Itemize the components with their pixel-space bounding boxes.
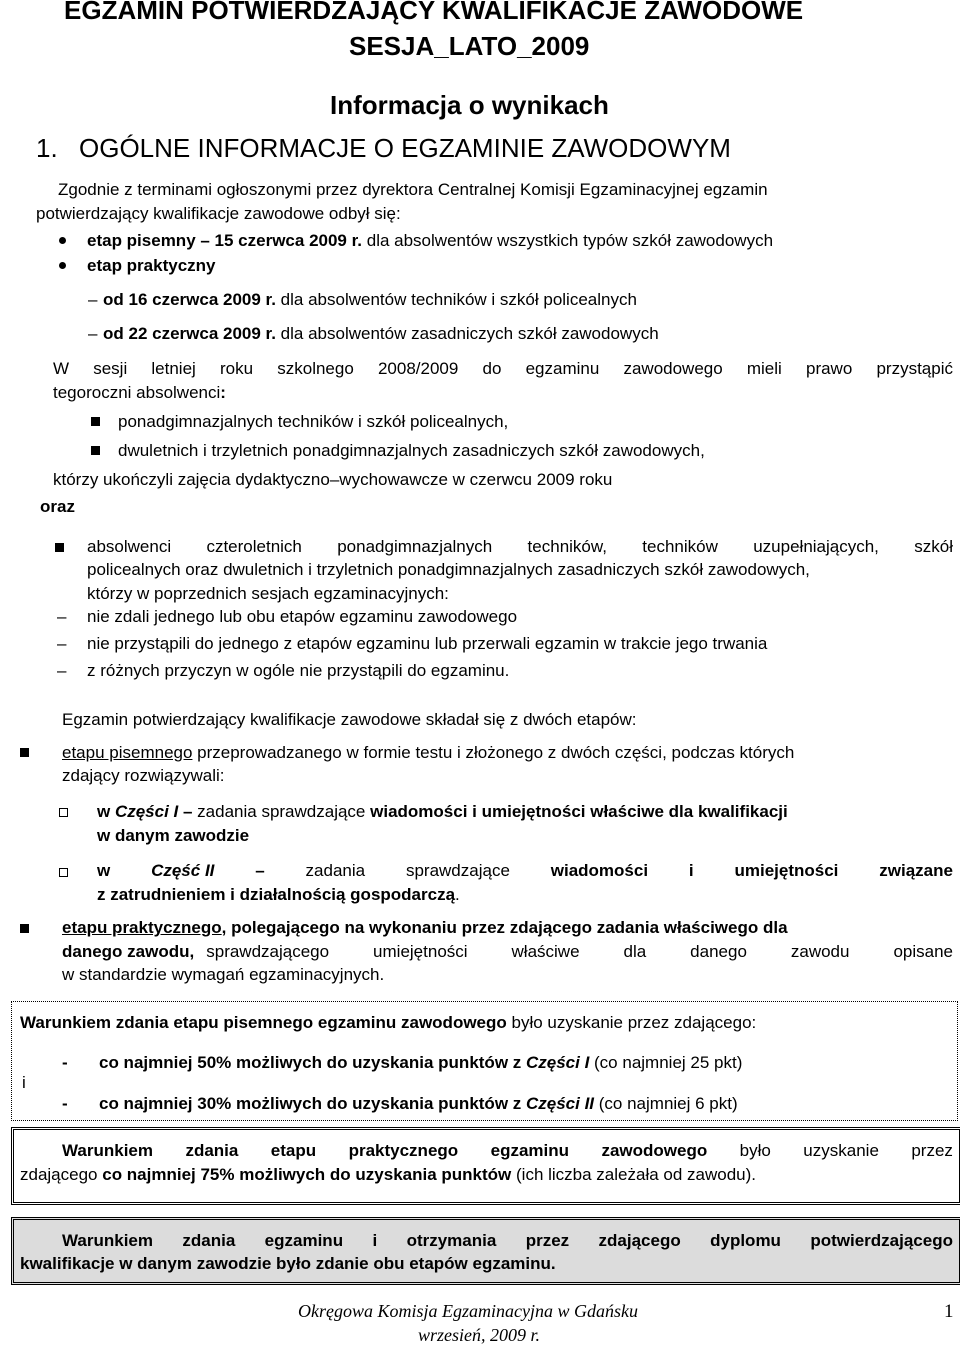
part-2-dash: –: [255, 861, 265, 880]
condition-1-part: Części I: [525, 1053, 590, 1072]
practical-word: zdania: [185, 1141, 239, 1160]
session-line-2-colon: :: [220, 383, 226, 402]
practical-word: egzaminu: [490, 1141, 570, 1160]
final-word: egzaminu: [264, 1231, 344, 1250]
footer-organization: Okręgowa Komisja Egzaminacyjna w Gdańsku: [298, 1301, 638, 1321]
practical-stage-line-1: [62, 919, 788, 936]
previous-item-3: z różnych przyczyn w ogóle nie przystąpili do egzaminu.: [87, 661, 510, 680]
practical-sub-2: [103, 325, 659, 342]
title-line-2: SESJA_LATO_2009: [349, 31, 590, 61]
bullet-icon: [59, 262, 66, 269]
stage-written-desc: dla absolwentów wszystkich typów szkół zawodowych: [362, 231, 774, 250]
part-1-name: Części I: [114, 802, 179, 821]
condition-1: [99, 1054, 742, 1071]
practical-word: praktycznego: [348, 1141, 459, 1160]
final-word: zdania: [182, 1231, 236, 1250]
session-line-2: [53, 384, 226, 401]
condition-2-bold: co najmniej 30% możliwych do uzyskania punktów z: [99, 1094, 526, 1113]
previous-line-1: absolwenci czteroletnich ponadgimnazjalnych techników, techników uzupełniających, szkół: [87, 537, 953, 556]
final-condition-line-1: [62, 1232, 953, 1249]
part-2-plain-2: sprawdzające: [405, 861, 510, 880]
square-bullet-icon: [55, 543, 64, 552]
practical-conditions-c: (ich liczba zależała od zawodu).: [511, 1165, 757, 1184]
part-2-line-2-bold: z zatrudnieniem i działalnością gospodarczą: [97, 885, 456, 904]
part-2-line-2: [97, 886, 460, 903]
final-word: otrzymania: [406, 1231, 497, 1250]
practical-word: przez: [911, 1141, 953, 1160]
practical-word: uzyskanie: [803, 1141, 879, 1160]
practical-conditions-line-1: [62, 1142, 953, 1159]
written-conditions-title-bold: Warunkiem zdania etapu pisemnego egzaminu zawodowego: [20, 1013, 507, 1032]
written-conditions-title: [20, 1014, 756, 1031]
square-bullet-icon: [20, 748, 29, 757]
practical-sub-2-date: od 22 czerwca 2009 r.: [103, 324, 276, 343]
session-line-2-text: tegoroczni absolwenci: [53, 383, 221, 402]
condition-1-dash: -: [62, 1053, 68, 1072]
practical-sub-1: [103, 291, 637, 308]
square-bullet-icon: [91, 417, 100, 426]
condition-2: [99, 1095, 738, 1112]
part-2-bold-3: umiejętności: [734, 861, 839, 880]
final-word: i: [372, 1231, 378, 1250]
dash-icon: –: [57, 634, 67, 653]
final-word: zdającego: [598, 1231, 681, 1250]
practical-stage-comma: ,: [189, 942, 195, 961]
section-number: 1.: [36, 133, 58, 163]
graduate-item-2: dwuletnich i trzyletnich ponadgimnazjalnych zasadniczych szkół zawodowych,: [118, 441, 705, 460]
part-2-plain-1: zadania: [305, 861, 366, 880]
part-1-line-2: w danym zawodzie: [97, 826, 250, 845]
intro-line-1: Zgodnie z terminami ogłoszonymi przez dyrektora Centralnej Komisji Egzaminacyjnej egzamin: [58, 180, 768, 199]
written-stage-desc: przeprowadzanego w formie testu i złożonego z dwóch części, podczas których: [192, 743, 795, 762]
condition-2-dash: -: [62, 1094, 68, 1113]
practical-conditions-line-2: [20, 1166, 756, 1183]
part-1-plain: zadania sprawdzające: [197, 802, 371, 821]
oraz-label: oraz: [40, 497, 75, 516]
stage-practical: etap praktyczny: [87, 256, 216, 275]
stage-written-date: etap pisemny – 15 czerwca 2009 r.: [87, 231, 363, 250]
practical-stage-bold: , polegającego na wykonaniu przez zdającego zadania właściwego dla: [221, 918, 788, 937]
square-bullet-icon: [91, 446, 100, 455]
dash-icon: –: [57, 607, 67, 626]
practical-word: było: [739, 1141, 771, 1160]
part-2-line-2-dot: .: [455, 885, 460, 904]
hollow-square-bullet-icon: [59, 868, 68, 877]
session-line-1: W sesji letniej roku szkolnego 2008/2009 do egzaminu zawodowego mieli prawo przystąpić: [53, 359, 953, 378]
square-bullet-icon: [20, 924, 29, 933]
previous-line-2: policealnych oraz dwuletnich i trzyletnich ponadgimnazjalnych zasadniczych szkół zawodowych,: [87, 560, 810, 579]
condition-2-rest: (co najmniej 6 pkt): [594, 1094, 738, 1113]
bullet-icon: [59, 237, 66, 244]
previous-item-2: nie przystąpili do jednego z etapów egzaminu lub przerwali egzamin w trakcie jego trwania: [87, 634, 768, 653]
part-2-bold-1: wiadomości: [550, 861, 649, 880]
practical-stage-label: etapu praktycznego: [62, 918, 222, 937]
final-word: Warunkiem: [62, 1231, 154, 1250]
practical-sub-1-date: od 16 czerwca 2009 r.: [103, 290, 276, 309]
practical-sub-1-desc: dla absolwentów techników i szkół policealnych: [275, 290, 637, 309]
part-1-bold: wiadomości i umiejętności właściwe dla kwalifikacji: [370, 802, 788, 821]
condition-1-bold: co najmniej 50% możliwych do uzyskania punktów z: [99, 1053, 526, 1072]
practical-word: Warunkiem: [62, 1141, 154, 1160]
practical-word: etapu: [270, 1141, 317, 1160]
previous-item-1: nie zdali jednego lub obu etapów egzaminu zawodowego: [87, 607, 518, 626]
written-stage-line-1: [62, 744, 794, 761]
part-1-line-1: [97, 803, 788, 820]
title-line-3: Informacja o wynikach: [330, 90, 609, 120]
practical-conditions-a: zdającego: [20, 1165, 103, 1184]
final-word: przez: [525, 1231, 570, 1250]
conjunction-i: i: [22, 1073, 26, 1092]
written-conditions-title-rest: było uzyskanie przez zdającego:: [506, 1013, 757, 1032]
practical-word: zawodowego: [601, 1141, 708, 1160]
part-1-dash: –: [178, 802, 198, 821]
written-stage-label: etapu pisemnego: [62, 743, 193, 762]
dash-icon: –: [88, 324, 98, 343]
stage-written: [87, 232, 773, 249]
completed-line: którzy ukończyli zajęcia dydaktyczno–wychowawcze w czerwcu 2009 roku: [53, 470, 613, 489]
final-condition-box: [11, 1217, 960, 1285]
practical-stage-desc: sprawdzającego umiejętności właściwe dla danego zawodu opisane: [206, 942, 953, 961]
part-2-name: Część II: [151, 861, 215, 880]
practical-conditions-b: co najmniej 75% możliwych do uzyskania punktów: [102, 1165, 512, 1184]
practical-stage-line-3: w standardzie wymagań egzaminacyjnych.: [62, 965, 385, 984]
footer-date: wrzesień, 2009 r.: [418, 1325, 541, 1345]
dash-icon: –: [57, 661, 67, 680]
practical-stage-line-2: [62, 943, 953, 960]
intro-line-2: potwierdzający kwalifikacje zawodowe odbył się:: [36, 204, 401, 223]
title-line-1: EGZAMIN POTWIERDZAJĄCY KWALIFIKACJE ZAWODOWE: [64, 0, 804, 25]
final-condition-line-2: kwalifikacje w danym zawodzie było zdanie obu etapów egzaminu.: [20, 1254, 556, 1273]
part-2-line-1: [97, 862, 953, 879]
part-2-w: w: [97, 861, 111, 880]
practical-stage-zawodu: danego zawodu: [62, 942, 190, 961]
part-2-bold-4: związane: [879, 861, 953, 880]
part-1-w: w: [97, 802, 115, 821]
final-word: dyplomu: [710, 1231, 781, 1250]
written-stage-line-2: zdający rozwiązywali:: [62, 766, 225, 785]
condition-1-rest: (co najmniej 25 pkt): [589, 1053, 743, 1072]
final-word: potwierdzającego: [810, 1231, 953, 1250]
stages-intro: Egzamin potwierdzający kwalifikacje zawodowe składał się z dwóch etapów:: [62, 710, 637, 729]
practical-sub-2-desc: dla absolwentów zasadniczych szkół zawodowych: [275, 324, 659, 343]
dash-icon: –: [88, 290, 98, 309]
hollow-square-bullet-icon: [59, 808, 68, 817]
graduate-item-1: ponadgimnazjalnych techników i szkół policealnych,: [118, 412, 509, 431]
section-heading: OGÓLNE INFORMACJE O EGZAMINIE ZAWODOWYM: [79, 133, 731, 163]
page-number: 1: [944, 1301, 954, 1322]
part-2-bold-2: i: [688, 861, 694, 880]
previous-line-3: którzy w poprzednich sesjach egzaminacyjnych:: [87, 584, 449, 603]
condition-2-part: Części II: [525, 1094, 595, 1113]
